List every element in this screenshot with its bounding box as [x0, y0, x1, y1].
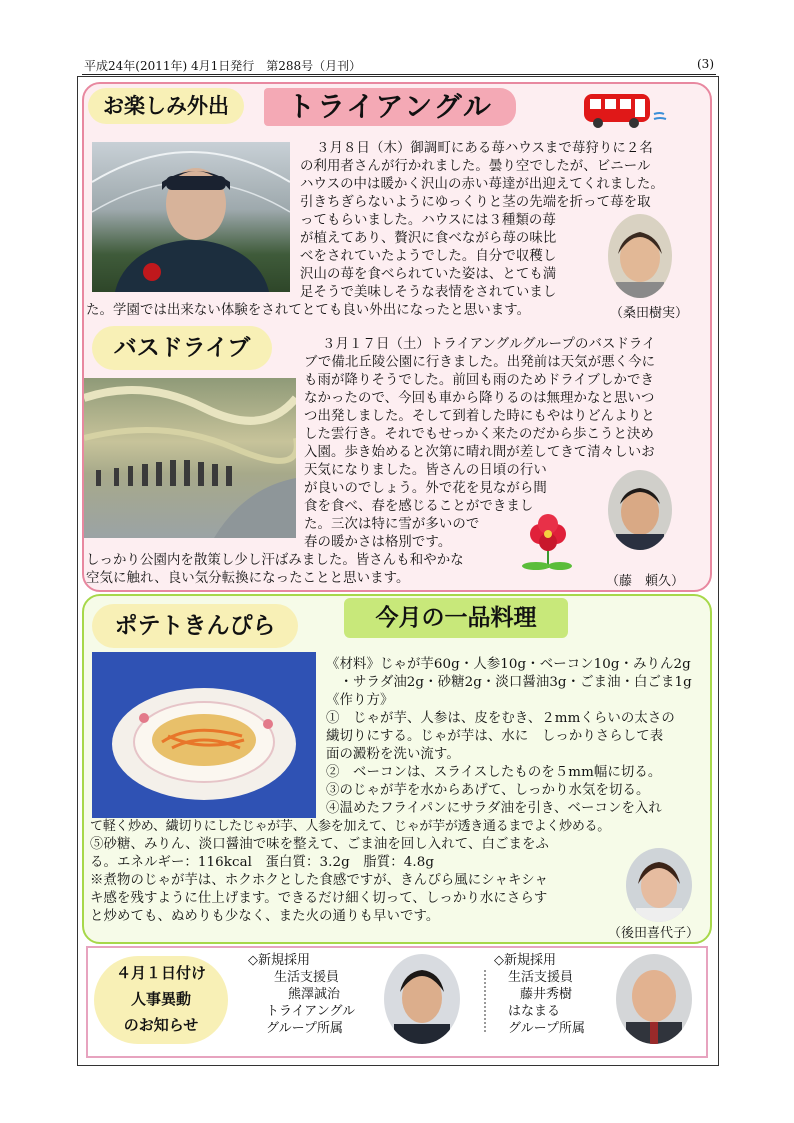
recipe-article: 《材料》じゃが芋60g・人参10g・ベーコン10g・みりん2g ・サラダ油2g・砂糖2g・淡口醤油3g・ごま油・白ごま1g 《作り方》 ① じゃが芋、人参は、皮をむき、２mmくらいの太さの 繊切りにする。じゃが芋は、水に しっかりさらして表 面の澱粉を洗い流す。 ② ベーコンは、スライスしたものを５mm幅に切る。 ③のじゃが芋を水からあげて、しっかり水気を切る。 ④温めたフライパンにサラダ油を引き、ベーコンを入れ て軽く炒め、繊切りにしたじゃが芋、人参を加えて、じゃが芋が透き通るまでよく炒める。 ⑤砂糖、みりん、淡口醤油で味を整えて、ごま油を回し入れて、白ごまをふ る。エネルギー：116kcal 蛋白質：3.2g 脂質：4.8g ※煮物のじゃが芋は、ホクホクとした食感ですが、きんぴら風にシャキシャ キ感を残すように仕上げます。できるだけ細く切って、しっかり水にさらす と炒めても、ぬめりも少なく、また火の通りも早いです。 — [90, 657, 692, 924]
bus-icon — [582, 90, 674, 130]
issue-info: 平成24年(2011年) 4月1日発行 第288号（月刊） — [84, 59, 362, 73]
personnel-divider — [484, 970, 488, 1032]
page-number: (3) — [697, 57, 714, 71]
bus-drive-article: ３月１７日（土）トライアングルグループのバスドライ ブで備北丘陵公園に行きました。出発前は天気が悪く今に も雨が降りそうでした。前回も雨のためドライブしかでき なかったので、今回も車から降りるのは無理かなと思いつ つ出発しました。そして到着した時にもやはりどんよりと した雲行き。それでもせっかく来たのだから歩こうと決め 入園。歩き始めると次第に晴れ間が差してきて清々しいお 天気になりました。皆さんの日頃の行い が良いのでしょう。外で花を見ながら間 食を食べ、春を感じることができまし た。三次は特に雪が多いので 春の暖かさは格別です。 しっかり公園内を散策し少し汗ばみました。皆さんも和やかな 空気に触れ、良い気分転換になったことと思います。 — [86, 337, 656, 586]
header-divider — [82, 74, 716, 75]
author-kuwata: （桑田樹実） — [610, 306, 689, 321]
outing-article: ３月８日（木）御調町にある苺ハウスまで苺狩りに２名 の利用者さんが行かれました。曇り空でしたが、ビニール ハウスの中は暖かく沢山の赤い苺達が出迎えてくれました。 引きちぎらないようにゆっくりと茎の先端を折って苺を取 ってもらいました。ハウスには３種類の苺 が植えてあり、贅沢に食べながら苺の味比 べをされていたようでした。自分で収穫し 沢山の苺を食べられていた姿は、とても満 足そうで美味しそうな表情をされていまし た。学園では出来ない体験をされてとても良い外出になったと思います。 — [86, 141, 664, 318]
new-hire-fujii: ◇新規採用 生活支援員 藤井秀樹 はなまる グループ所属 — [494, 953, 585, 1036]
author-ushiroda: （後田喜代子） — [608, 926, 700, 941]
author-fuji: （藤 頼久） — [606, 574, 685, 589]
portrait-fujii — [616, 954, 692, 1044]
portrait-kuwata — [608, 214, 672, 298]
personnel-notice-title: ４月１日付け 人事異動 のお知らせ — [94, 956, 228, 1044]
portrait-kumazawa — [384, 954, 460, 1044]
portrait-ushiroda — [626, 848, 692, 922]
recipe-name-potato-kinpira: ポテトきんぴら — [92, 604, 298, 648]
new-hire-kumazawa: ◇新規採用 生活支援員 熊澤誠治 トライアングル グループ所属 — [248, 953, 356, 1036]
portrait-fuji — [608, 470, 672, 550]
section-title-triangle: トライアングル — [264, 88, 516, 126]
flower-icon — [514, 514, 578, 572]
section-title-bus-drive: バスドライブ — [92, 326, 272, 370]
section-label-outing: お楽しみ外出 — [88, 88, 244, 124]
section-title-monthly-dish: 今月の一品料理 — [344, 598, 568, 638]
page-header — [84, 57, 714, 73]
